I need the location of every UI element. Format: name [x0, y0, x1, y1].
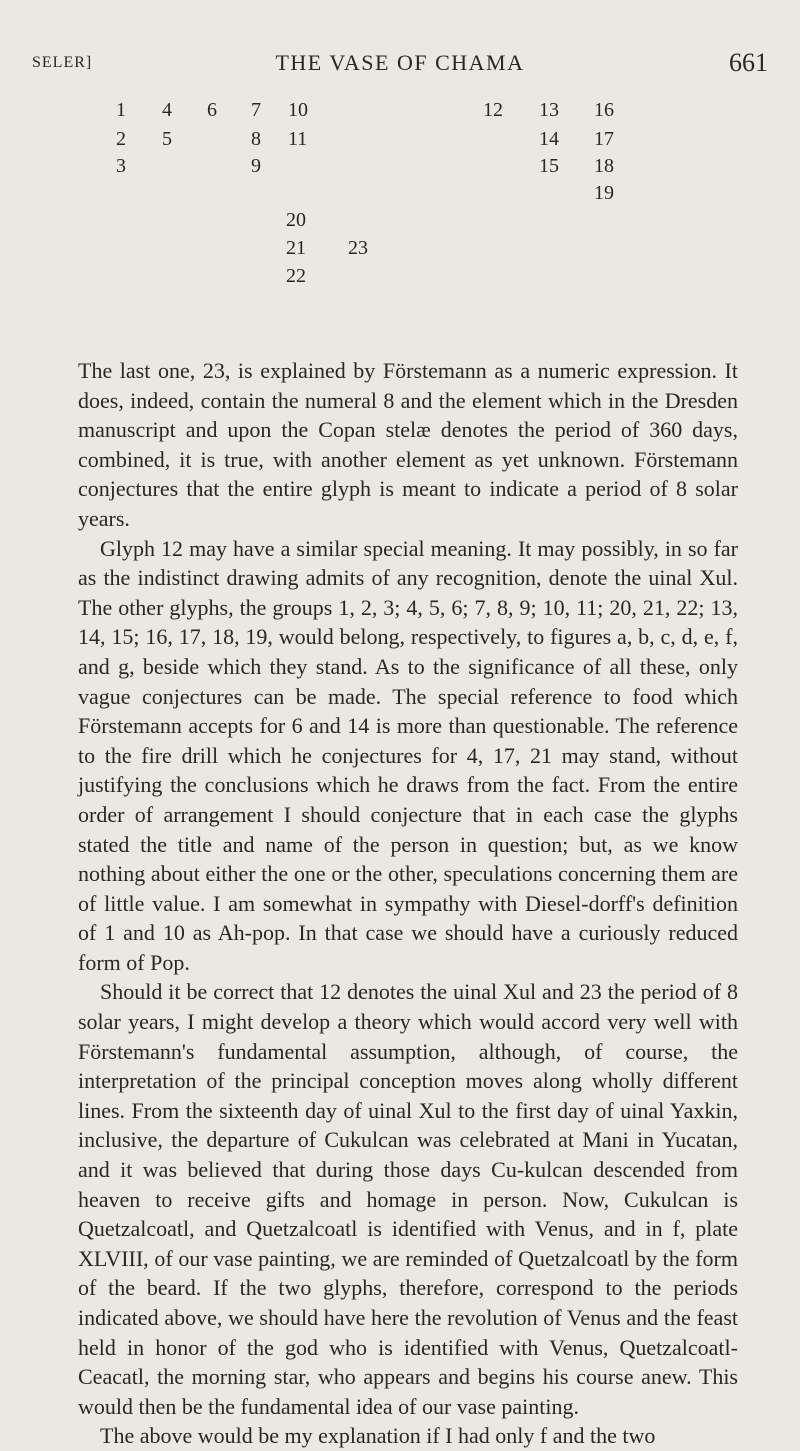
header-author: SELER]	[32, 54, 93, 71]
glyph-number: 20	[286, 209, 306, 231]
paragraph: The above would be my explanation if I had only f and the two	[100, 1423, 656, 1449]
glyph-number: 8	[251, 128, 261, 150]
glyph-number: 5	[162, 128, 172, 150]
glyph-number: 16	[594, 99, 614, 121]
glyph-number: 2	[116, 128, 126, 150]
glyph-number: 3	[116, 155, 126, 177]
glyph-number: 13	[539, 99, 559, 121]
glyph-number: 17	[594, 128, 614, 150]
glyph-number: 14	[539, 128, 559, 150]
header-title: THE VASE OF CHAMA	[275, 50, 525, 75]
glyph-number: 22	[286, 265, 306, 287]
paragraph: Should it be correct that 12 denotes the uinal Xul and 23 the period of 8 solar years, I might develop a theory which would accord very well with Förstemann's fundamental assumption, although, of course, the interpretation of the principal conception moves along wholly different lines. From the sixteenth day of uinal Xul to the first day of uinal Yaxkin, inclusive, the departure of Cukulcan was celebrated at Mani in Yucatan, and it was believed that during those days Cu-kulcan descended from heaven to receive gifts and homage in person. Now, Cukulcan is Quetzalcoatl, and Quetzalcoatl is identified with Venus, and in f, plate XLVIII, of our vase painting, we are reminded of Quetzalcoatl by the form of the beard. If the two glyphs, therefore, correspond to the periods indicated above, we should have here the revolution of Venus and the feast held in honor of the god who is identified with Venus, Quetzalcoatl-Ceacatl, the morning star, who appears and begins his course anew. This would then be the fundamental idea of our vase painting.	[78, 979, 738, 1419]
glyph-number: 18	[594, 155, 614, 177]
glyph-number: 19	[594, 182, 614, 204]
glyph-number: 21	[286, 237, 306, 259]
glyph-number: 11	[288, 128, 308, 150]
glyph-number: 6	[207, 99, 217, 121]
glyph-number: 4	[162, 99, 172, 121]
glyph-number: 9	[251, 155, 261, 177]
running-header	[32, 48, 768, 78]
paragraph: Glyph 12 may have a similar special meaning. It may possibly, in so far as the indistinct drawing admits of any recognition, denote the uinal Xul. The other glyphs, the groups 1, 2, 3; 4, 5, 6; 7, 8, 9; 10, 11; 20, 21, 22; 13, 14, 15; 16, 17, 18, 19, would belong, respectively, to figures a, b, c, d, e, f, and g, beside which they stand. As to the significance of all these, only vague conjectures can be made. The special reference to food which Förstemann accepts for 6 and 14 is more than questionable. The reference to the fire drill which he conjectures for 4, 17, 21 may stand, without justifying the conclusions which he draws from the fact. From the entire order of arrangement I should conjecture that in each case the glyphs stated the title and name of the person in question; but, as we know nothing about either the one or the other, speculations concerning them are of little value. I am somewhat in sympathy with Diesel-dorff's definition of 1 and 10 as Ah-pop. In that case we should have a curiously reduced form of Pop.	[78, 535, 738, 975]
page-number: 661	[729, 48, 768, 77]
glyph-number: 10	[288, 99, 308, 121]
glyph-number: 7	[251, 99, 261, 121]
glyph-number: 12	[483, 99, 503, 121]
glyph-number: 15	[539, 155, 559, 177]
paragraph: The last one, 23, is explained by Förstemann as a numeric expression. It does, indeed, contain the numeral 8 and the element which in the Dresden manuscript and upon the Copan stelæ denotes the period of 360 days, combined, it is true, with another element as yet unknown. Förstemann conjectures that the entire glyph is meant to indicate a period of 8 solar years.	[78, 358, 738, 531]
body-text	[78, 356, 738, 1451]
glyph-number: 1	[116, 99, 126, 121]
glyph-number: 23	[348, 237, 368, 259]
